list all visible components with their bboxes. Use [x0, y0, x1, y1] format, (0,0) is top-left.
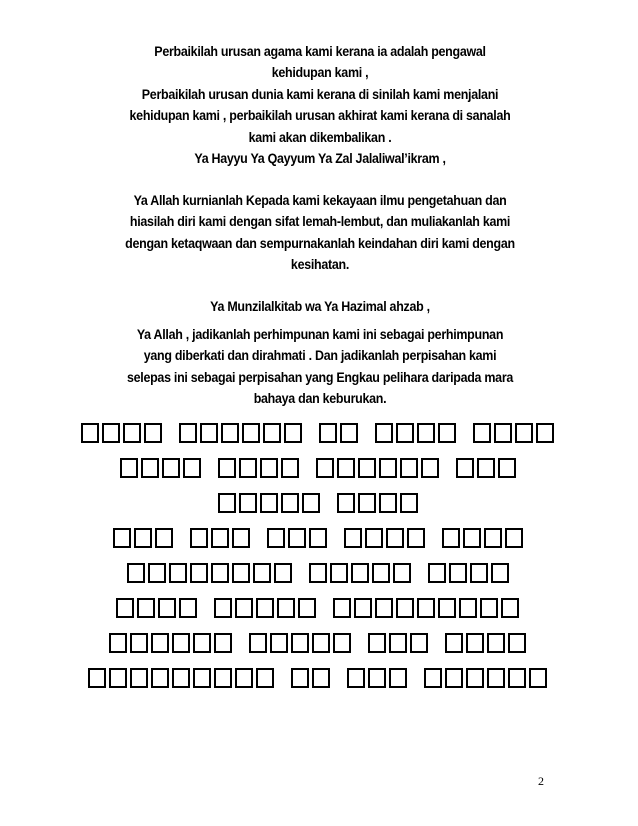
- missing-glyph-box: [102, 423, 120, 443]
- text-line: Ya Allah kurnianlah Kepada kami kekayaan ilmu pengetahuan dan: [133, 193, 507, 208]
- missing-glyph-box: [368, 633, 386, 653]
- missing-glyph-box: [179, 598, 197, 618]
- missing-glyph-box: [438, 598, 456, 618]
- glyph-line: [84, 628, 554, 659]
- missing-glyph-box: [344, 528, 362, 548]
- text-line: Ya Allah , jadikanlah perhimpunan kami ini sebagai perhimpunan: [136, 327, 504, 342]
- missing-glyph-box: [442, 528, 460, 548]
- missing-glyph-box: [386, 528, 404, 548]
- paragraph-ya-allah-kurnianlah: [106, 190, 534, 276]
- missing-glyph-box: [400, 493, 418, 513]
- missing-glyph-box: [491, 563, 509, 583]
- missing-glyph-box: [379, 458, 397, 478]
- text-line: Ya Munzilalkitab wa Ya Hazimal ahzab ,: [210, 299, 430, 314]
- text-line: yang diberkati dan dirahmati . Dan jadikanlah perpisahan kami: [143, 348, 497, 364]
- missing-glyph-box: [172, 633, 190, 653]
- missing-glyph-box: [281, 493, 299, 513]
- missing-glyph-box: [473, 423, 491, 443]
- missing-glyph-box: [396, 423, 414, 443]
- missing-glyph-box: [200, 423, 218, 443]
- missing-glyph-box: [218, 493, 236, 513]
- missing-glyph-box: [421, 458, 439, 478]
- missing-glyph-box: [130, 668, 148, 688]
- missing-glyph-box: [508, 668, 526, 688]
- missing-glyph-box: [375, 598, 393, 618]
- missing-glyph-box: [242, 423, 260, 443]
- missing-glyph-box: [235, 668, 253, 688]
- missing-glyph-box: [505, 528, 523, 548]
- glyph-word: [333, 593, 522, 624]
- missing-glyph-box: [396, 598, 414, 618]
- missing-glyph-box: [393, 563, 411, 583]
- missing-glyph-box: [260, 458, 278, 478]
- missing-glyph-box: [144, 423, 162, 443]
- missing-glyph-box: [407, 528, 425, 548]
- missing-glyph-box: [354, 598, 372, 618]
- missing-glyph-box: [358, 458, 376, 478]
- missing-glyph-box: [337, 458, 355, 478]
- text-line: hiasilah diri kami dengan sifat lemah-lembut, dan muliakanlah kami: [129, 214, 511, 230]
- missing-glyph-box: [417, 423, 435, 443]
- glyph-word: [113, 523, 176, 554]
- missing-glyph-box: [536, 423, 554, 443]
- glyph-word: [456, 453, 519, 484]
- missing-glyph-box: [116, 598, 134, 618]
- glyph-word: [120, 453, 204, 484]
- missing-glyph-box: [459, 598, 477, 618]
- missing-glyph-box: [438, 423, 456, 443]
- missing-glyph-box: [183, 458, 201, 478]
- missing-glyph-box: [274, 563, 292, 583]
- missing-glyph-box: [466, 633, 484, 653]
- missing-glyph-box: [137, 598, 155, 618]
- missing-glyph-box: [372, 563, 390, 583]
- missing-glyph-box: [211, 528, 229, 548]
- missing-glyph-box: [309, 528, 327, 548]
- missing-glyph-box: [410, 633, 428, 653]
- missing-glyph-box: [249, 633, 267, 653]
- glyph-word: [88, 663, 277, 694]
- glyph-word: [445, 628, 529, 659]
- text-line: selepas ini sebagai perpisahan yang Engkau pelihara daripada mara: [126, 369, 514, 385]
- missing-glyph-box: [193, 668, 211, 688]
- glyph-word: [347, 663, 410, 694]
- missing-glyph-box: [337, 493, 355, 513]
- missing-glyph-box: [456, 458, 474, 478]
- missing-glyph-box: [155, 528, 173, 548]
- missing-glyph-box: [88, 668, 106, 688]
- glyph-word: [368, 628, 431, 659]
- missing-glyph-box: [120, 458, 138, 478]
- glyph-word: [109, 628, 235, 659]
- missing-glyph-box: [316, 458, 334, 478]
- missing-glyph-box: [365, 528, 383, 548]
- missing-glyph-box: [127, 563, 145, 583]
- missing-glyph-box: [298, 598, 316, 618]
- missing-glyph-box: [148, 563, 166, 583]
- page-number: 2: [538, 774, 544, 788]
- missing-glyph-box: [484, 528, 502, 548]
- glyph-word: [190, 523, 253, 554]
- missing-glyph-text-block: [84, 418, 554, 698]
- missing-glyph-box: [375, 423, 393, 443]
- glyph-line: [84, 558, 554, 589]
- paragraph-ya-allah-jadikanlah: [106, 324, 534, 410]
- missing-glyph-box: [333, 633, 351, 653]
- paragraph-ya-munzilalkitab: [106, 296, 534, 317]
- glyph-line: [84, 453, 554, 484]
- missing-glyph-box: [501, 598, 519, 618]
- missing-glyph-box: [267, 528, 285, 548]
- text-line: kehidupan kami , perbaikilah urusan akhirat kami kerana di sanalah: [129, 108, 511, 124]
- missing-glyph-box: [232, 528, 250, 548]
- glyph-word: [81, 418, 165, 449]
- missing-glyph-box: [169, 563, 187, 583]
- missing-glyph-box: [221, 423, 239, 443]
- glyph-word: [214, 593, 319, 624]
- glyph-line: [84, 418, 554, 449]
- glyph-word: [116, 593, 200, 624]
- glyph-word: [179, 418, 305, 449]
- missing-glyph-box: [190, 563, 208, 583]
- text-line: Ya Hayyu Ya Qayyum Ya Zal Jalaliwal’ikram ,: [194, 151, 446, 166]
- missing-glyph-box: [190, 528, 208, 548]
- missing-glyph-box: [428, 563, 446, 583]
- missing-glyph-box: [417, 598, 435, 618]
- missing-glyph-box: [340, 423, 358, 443]
- missing-glyph-box: [162, 458, 180, 478]
- text-line: kehidupan kami ,: [271, 65, 369, 81]
- missing-glyph-box: [270, 633, 288, 653]
- glyph-line: [84, 488, 554, 519]
- glyph-word: [428, 558, 512, 589]
- missing-glyph-box: [333, 598, 351, 618]
- missing-glyph-box: [529, 668, 547, 688]
- missing-glyph-box: [389, 633, 407, 653]
- missing-glyph-box: [151, 633, 169, 653]
- missing-glyph-box: [214, 668, 232, 688]
- glyph-word: [473, 418, 557, 449]
- missing-glyph-box: [277, 598, 295, 618]
- text-line: dengan ketaqwaan dan sempurnakanlah keindahan diri kami dengan: [125, 235, 515, 251]
- glyph-word: [319, 418, 361, 449]
- missing-glyph-box: [158, 598, 176, 618]
- missing-glyph-box: [312, 633, 330, 653]
- missing-glyph-box: [466, 668, 484, 688]
- missing-glyph-box: [253, 563, 271, 583]
- glyph-word: [442, 523, 526, 554]
- glyph-word: [218, 453, 302, 484]
- missing-glyph-box: [256, 668, 274, 688]
- text-line: kesihatan.: [290, 257, 350, 273]
- glyph-word: [375, 418, 459, 449]
- text-line: bahaya dan keburukan.: [253, 391, 387, 407]
- missing-glyph-box: [487, 668, 505, 688]
- missing-glyph-box: [515, 423, 533, 443]
- missing-glyph-box: [113, 528, 131, 548]
- paragraph-perbaikilah: [106, 41, 534, 148]
- missing-glyph-box: [347, 668, 365, 688]
- missing-glyph-box: [319, 423, 337, 443]
- missing-glyph-box: [463, 528, 481, 548]
- missing-glyph-box: [358, 493, 376, 513]
- missing-glyph-box: [302, 493, 320, 513]
- glyph-word: [249, 628, 354, 659]
- text-line: Perbaikilah urusan agama kami kerana ia adalah pengawal: [154, 44, 486, 59]
- missing-glyph-box: [291, 668, 309, 688]
- missing-glyph-box: [109, 633, 127, 653]
- missing-glyph-box: [232, 563, 250, 583]
- missing-glyph-box: [130, 633, 148, 653]
- missing-glyph-box: [193, 633, 211, 653]
- missing-glyph-box: [218, 458, 236, 478]
- missing-glyph-box: [330, 563, 348, 583]
- missing-glyph-box: [508, 633, 526, 653]
- glyph-word: [127, 558, 295, 589]
- missing-glyph-box: [256, 598, 274, 618]
- missing-glyph-box: [141, 458, 159, 478]
- missing-glyph-box: [281, 458, 299, 478]
- missing-glyph-box: [487, 633, 505, 653]
- missing-glyph-box: [498, 458, 516, 478]
- missing-glyph-box: [134, 528, 152, 548]
- missing-glyph-box: [351, 563, 369, 583]
- missing-glyph-box: [470, 563, 488, 583]
- missing-glyph-box: [239, 458, 257, 478]
- missing-glyph-box: [151, 668, 169, 688]
- missing-glyph-box: [284, 423, 302, 443]
- glyph-word: [218, 488, 323, 519]
- glyph-word: [316, 453, 442, 484]
- missing-glyph-box: [400, 458, 418, 478]
- missing-glyph-box: [179, 423, 197, 443]
- missing-glyph-box: [235, 598, 253, 618]
- missing-glyph-box: [239, 493, 257, 513]
- glyph-word: [424, 663, 550, 694]
- glyph-word: [309, 558, 414, 589]
- missing-glyph-box: [389, 668, 407, 688]
- glyph-word: [267, 523, 330, 554]
- missing-glyph-box: [368, 668, 386, 688]
- missing-glyph-box: [449, 563, 467, 583]
- glyph-word: [337, 488, 421, 519]
- missing-glyph-box: [309, 563, 327, 583]
- glyph-line: [84, 593, 554, 624]
- glyph-word: [291, 663, 333, 694]
- missing-glyph-box: [477, 458, 495, 478]
- missing-glyph-box: [263, 423, 281, 443]
- glyph-word: [344, 523, 428, 554]
- text-line: Perbaikilah urusan dunia kami kerana di sinilah kami menjalani: [141, 86, 499, 102]
- missing-glyph-box: [172, 668, 190, 688]
- missing-glyph-box: [424, 668, 442, 688]
- missing-glyph-box: [81, 423, 99, 443]
- missing-glyph-box: [123, 423, 141, 443]
- missing-glyph-box: [379, 493, 397, 513]
- missing-glyph-box: [445, 633, 463, 653]
- text-line: kami akan dikembalikan .: [248, 129, 392, 145]
- paragraph-ya-hayyu: [106, 148, 534, 169]
- glyph-line: [84, 663, 554, 694]
- missing-glyph-box: [214, 633, 232, 653]
- missing-glyph-box: [109, 668, 127, 688]
- missing-glyph-box: [288, 528, 306, 548]
- glyph-line: [84, 523, 554, 554]
- missing-glyph-box: [494, 423, 512, 443]
- missing-glyph-box: [291, 633, 309, 653]
- missing-glyph-box: [445, 668, 463, 688]
- missing-glyph-box: [480, 598, 498, 618]
- missing-glyph-box: [211, 563, 229, 583]
- missing-glyph-box: [214, 598, 232, 618]
- missing-glyph-box: [260, 493, 278, 513]
- missing-glyph-box: [312, 668, 330, 688]
